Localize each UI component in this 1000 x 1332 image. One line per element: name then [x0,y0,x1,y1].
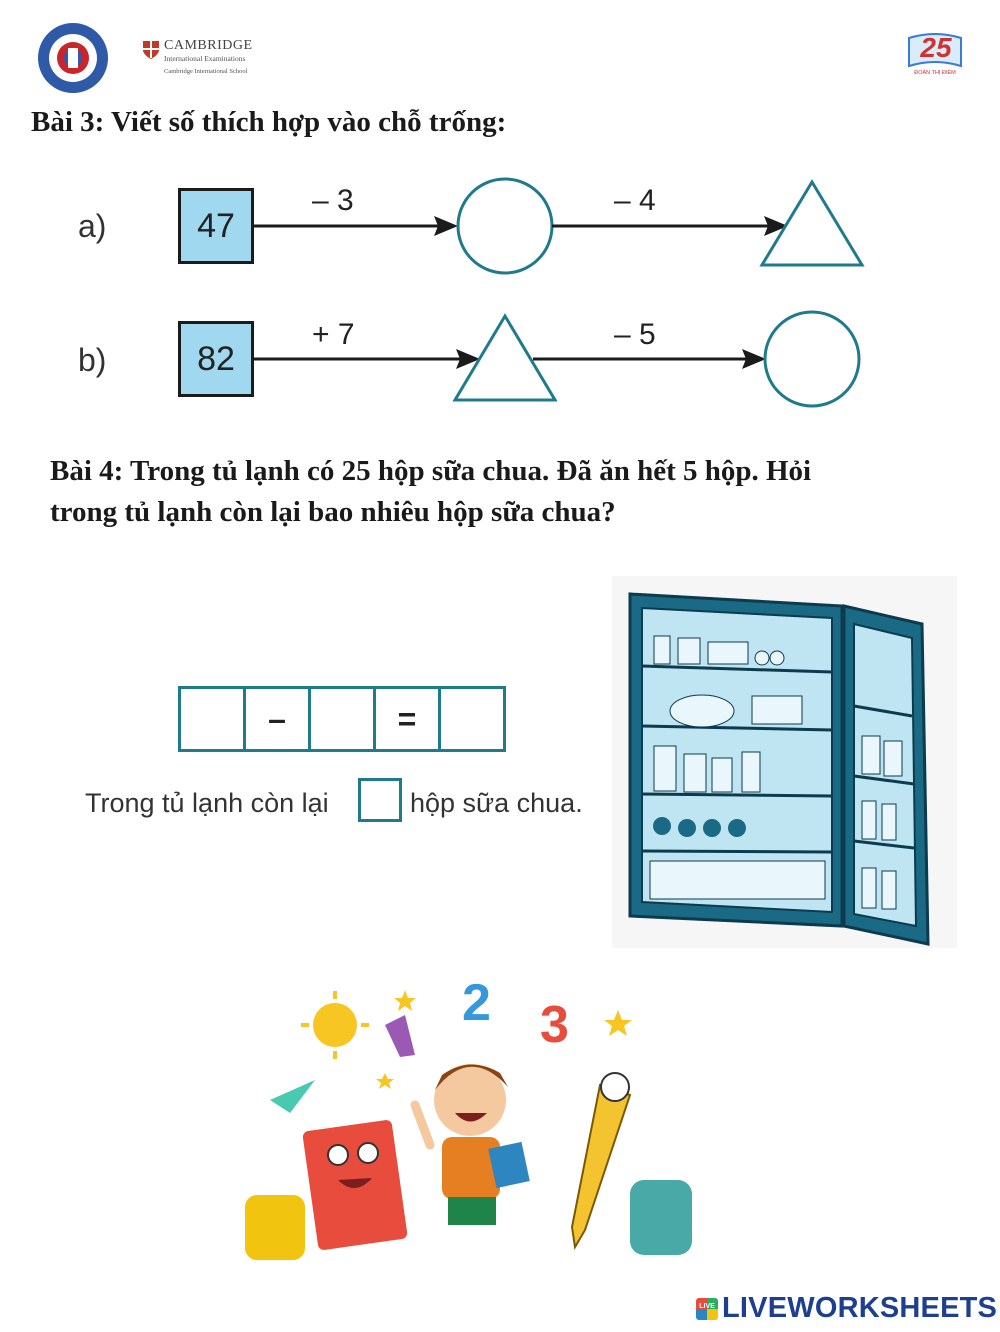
equation-operand-2-input[interactable] [311,693,373,745]
fridge-illustration [612,576,957,948]
cambridge-sub1: International Examinations [164,54,246,63]
brand-name: LIVEWORKSHEETS [722,1292,998,1324]
school-logo [30,20,116,96]
footer-brand [696,1292,996,1328]
equation-equals-cell [376,689,441,749]
decor-digit-3: 3 [540,996,569,1054]
equation-cell-1 [181,689,246,749]
anniversary-caption: ĐOÀN THỊ ĐIỂM [914,70,956,76]
answer-box-input[interactable] [361,781,403,821]
cambridge-title: CAMBRIDGE [164,38,253,53]
kids-illustration [230,975,710,1270]
exercise4-title-line2: trong tủ lạnh còn lại bao nhiêu hộp sữa chua? [50,496,616,528]
equation-equals-sign: = [397,700,417,737]
brand-badge-text: LIVE [699,1303,715,1310]
cambridge-logo [142,38,262,80]
equation-operand-1-input[interactable] [181,693,243,745]
equation-minus-sign: – [268,700,286,737]
school-logo-icon [30,20,116,96]
equation-cell-3 [441,689,503,749]
answer-prefix: Trong tủ lạnh còn lại [85,788,329,818]
header [0,0,1000,100]
row-b-op1: + 7 [312,318,355,351]
cambridge-sub2: Cambridge International School [164,68,248,75]
row-a-triangle-answer[interactable] [782,226,846,262]
fridge-icon [612,576,957,948]
anniversary-logo [905,30,965,80]
equation-minus-cell [246,689,311,749]
row-a-op1: – 3 [312,184,354,217]
cambridge-shield-icon [142,40,160,60]
row-b-triangle-answer[interactable] [475,358,539,394]
answer-suffix: hộp sữa chua. [410,788,583,818]
decor-digit-2: 2 [462,974,491,1032]
anniversary-number: 25 [920,32,952,63]
row-b-start-box: 82 [178,321,254,397]
exercise3-title: Bài 3: Viết số thích hợp vào chỗ trống: [31,106,507,138]
brand-badge [696,1298,718,1320]
row-b-label: b) [78,342,107,378]
equation-cell-2 [311,689,376,749]
row-b-op2: – 5 [614,318,656,351]
row-a-diagram [0,150,1000,450]
exercise4-title-line1: Bài 4: Trong tủ lạnh có 25 hộp sữa chua. Đã ăn hết 5 hộp. Hỏi [50,455,812,487]
row-a-op2: – 4 [614,184,656,217]
equation-result-input[interactable] [442,693,502,745]
row-b-circle-answer[interactable] [777,339,851,381]
row-a-circle-answer[interactable] [470,206,544,248]
row-a-start-box: 47 [178,188,254,264]
equation-grid [178,686,506,752]
row-a-label: a) [78,208,107,244]
answer-box [358,778,402,822]
